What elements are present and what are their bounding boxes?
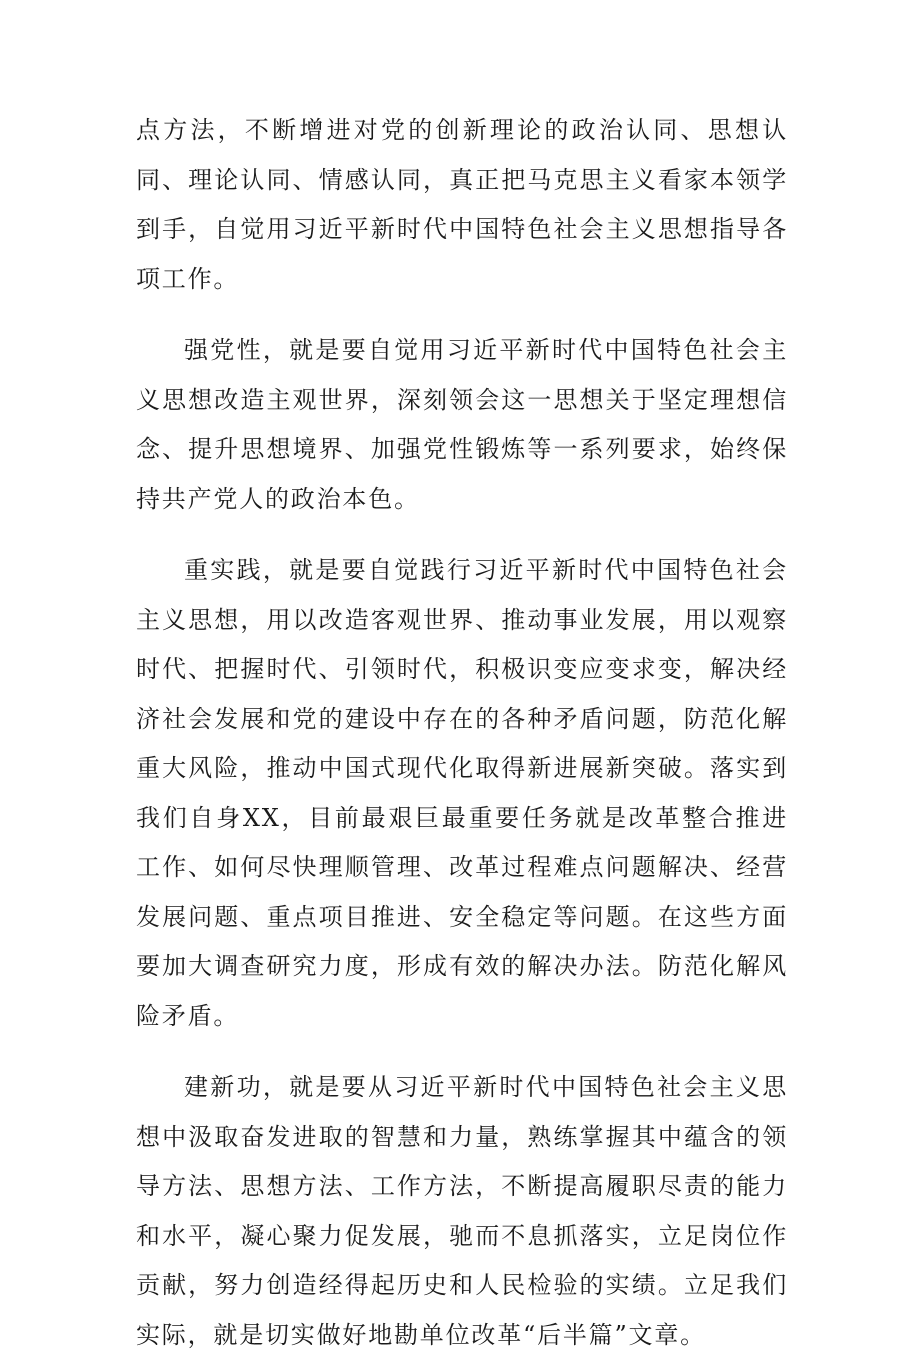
paragraph-strengthen-party-spirit: 强党性，就是要自觉用习近平新时代中国特色社会主义思想改造主观世界，深刻领会这一思想关于坚定理想信念、提升思想境界、加强党性锻炼等一系列要求，始终保持共产党人的政治本色。 <box>136 336 788 513</box>
paragraph-continuation: 点方法，不断增进对党的创新理论的政治认同、思想认同、理论认同、情感认同，真正把马克思主义看家本领学到手，自觉用习近平新时代中国特色社会主义思想指导各项工作。 <box>136 116 788 293</box>
document-body <box>136 106 788 1360</box>
paragraph-build-new-achievements: 建新功，就是要从习近平新时代中国特色社会主义思想中汲取奋发进取的智慧和力量，熟练掌握其中蕴含的领导方法、思想方法、工作方法，不断提高履职尽责的能力和水平，凝心聚力促发展，驰而不息抓落实，立足岗位作贡献，努力创造经得起历史和人民检验的实绩。立足我们实际，就是切实做好地勘单位改革“后半篇”文章。 <box>136 1073 788 1349</box>
paragraph-emphasize-practice: 重实践，就是要自觉践行习近平新时代中国特色社会主义思想，用以改造客观世界、推动事业发展，用以观察时代、把握时代、引领时代，积极识变应变求变，解决经济社会发展和党的建设中存在的各种矛盾问题，防范化解重大风险，推动中国式现代化取得新进展新突破。落实到我们自身XX，目前最艰巨最重要任务就是改革整合推进工作、如何尽快理顺管理、改革过程难点问题解决、经营发展问题、重点项目推进、安全稳定等问题。在这些方面要加大调查研究力度，形成有效的解决办法。防范化解风险矛盾。 <box>136 556 788 1030</box>
